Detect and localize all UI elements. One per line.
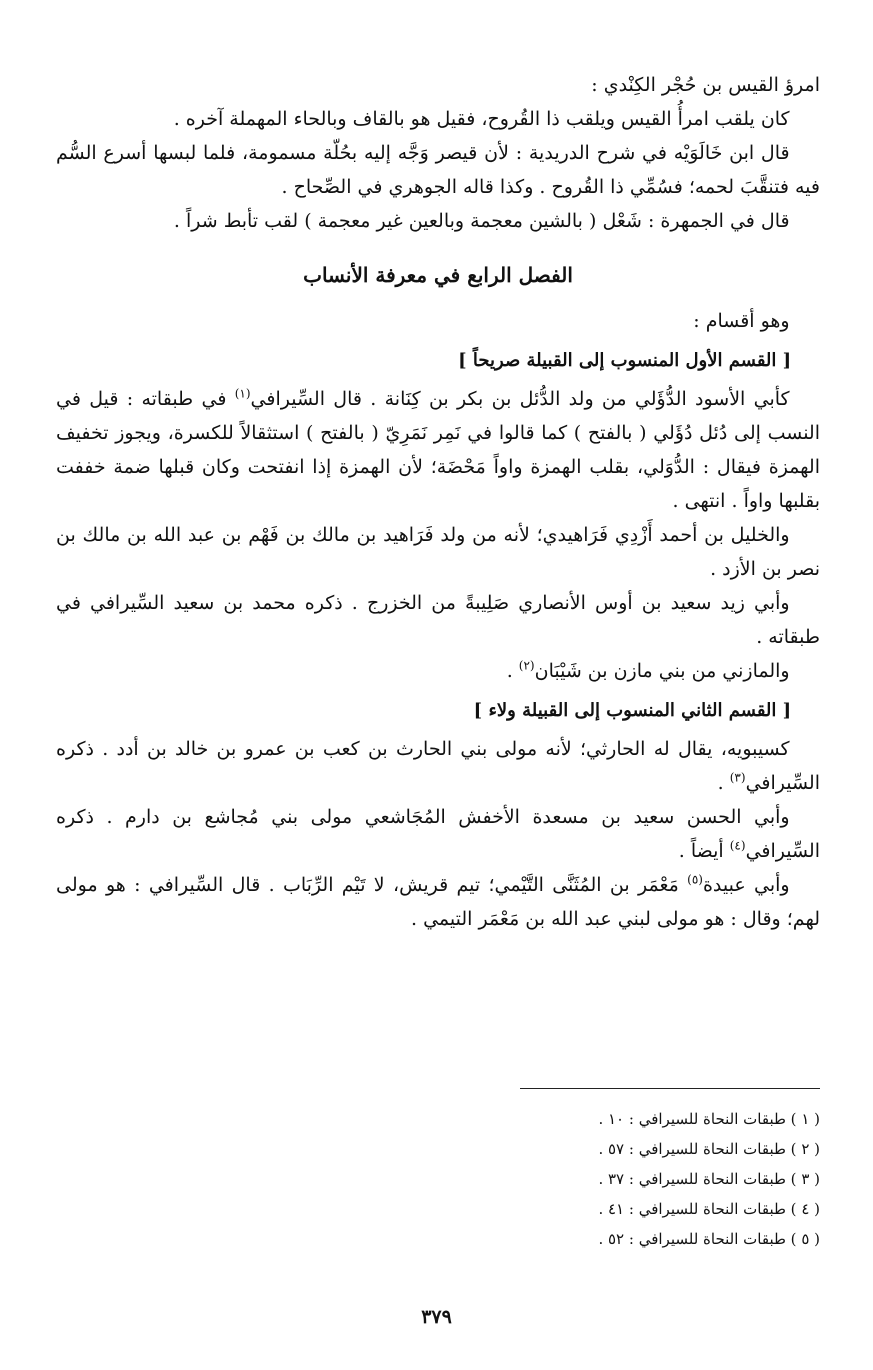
text-run: وأبي الحسن سعيد بن مسعدة الأخفش المُجَاشعي مولى بني مُجاشع بن دارم . ذكره السِّيرافي — [56, 806, 820, 862]
footnote: ( ٥ ) طبقات النحاة للسيرافي : ٥٢ . — [598, 1230, 820, 1248]
footnote: ( ٤ ) طبقات النحاة للسيرافي : ٤١ . — [598, 1200, 820, 1218]
text-run: كسيبويه، يقال له الحارثي؛ لأنه مولى بني الحارث بن كعب بن عمرو بن خالد بن أدد . ذكره السِّيرافي — [56, 738, 820, 794]
paragraph — [56, 382, 820, 518]
section-title: [ القسم الثاني المنسوب إلى القبيلة ولاء ] — [473, 700, 792, 721]
paragraph — [56, 800, 820, 868]
paragraph — [56, 654, 820, 688]
intro-line: وهو أقسام : — [693, 310, 790, 332]
text-run: وأبي عبيدة — [702, 874, 790, 896]
footnote-reference[interactable]: (٥) — [687, 872, 703, 887]
footnote-reference[interactable]: (٣) — [729, 770, 746, 785]
paragraph — [56, 868, 820, 936]
text-run: . — [717, 772, 730, 794]
paragraph — [56, 732, 820, 800]
footnote-reference[interactable]: (٤) — [729, 838, 746, 853]
section-title: [ القسم الأول المنسوب إلى القبيلة صريحاً ] — [458, 350, 792, 371]
paragraph: قال في الجمهرة : شَعْل ( بالشين معجمة وبالعين غير معجمة ) لقب تأبط شراً . — [173, 210, 790, 232]
footnote: ( ١ ) طبقات النحاة للسيرافي : ١٠ . — [598, 1110, 820, 1128]
text-run: والمازني من بني مازن بن شَيْبَان — [534, 660, 790, 682]
text-run: أيضاً . — [678, 840, 730, 862]
page-number: ٣٧٩ — [421, 1306, 452, 1328]
paragraph: قال ابن خَالَوَيْه في شرح الدريدية : لأن قيصر وَجَّه إليه بحُلّة مسمومة، فلما لبسها أسرع السُّم فيه فتنقَّبَ لحمه؛ فسُمِّي ذا القُروح . وكذا قاله الجوهري في الصِّحاح . — [56, 142, 820, 198]
text-run: مَعْمَر بن المُثَنَّى التَّيْمي؛ تيم قريش، لا تَيْم الرِّبَاب . قال السِّيرافي : هو مولى لهم؛ وقال : هو مولى لبني عبد الله بن مَعْمَر التيمي . — [56, 874, 820, 930]
text-run: . — [506, 660, 519, 682]
footnote-separator — [520, 1088, 820, 1089]
footnotes — [400, 1104, 820, 1254]
entry-heading: امرؤ القيس بن حُجْر الكِنْدي : — [591, 74, 820, 96]
footnote: ( ٣ ) طبقات النحاة للسيرافي : ٣٧ . — [598, 1170, 820, 1188]
main-text — [56, 68, 820, 936]
paragraph: وأبي زيد سعيد بن أوس الأنصاري صَلِيبةً من الخزرج . ذكره محمد بن سعيد السِّيرافي في طبقاته . — [56, 592, 820, 648]
footnote-reference[interactable]: (٢) — [518, 658, 535, 673]
chapter-title: الفصل الرابع في معرفة الأنساب — [303, 263, 573, 287]
text-run: كأبي الأسود الدُّؤَلي من ولد الدُّئل بن بكر بن كِنَانة . قال السِّيرافي — [250, 388, 790, 410]
paragraph: كان يلقب امرأُ القيس ويلقب ذا القُروح، فقيل هو بالقاف وبالحاء المهملة آخره . — [173, 108, 790, 130]
footnote-reference[interactable]: (١) — [234, 386, 251, 401]
paragraph: والخليل بن أحمد أَزْدِي فَرَاهيدي؛ لأنه من ولد فَرَاهيد بن مالك بن فَهْم بن عبد الله بن مالك بن نصر بن الأزد . — [56, 524, 820, 580]
footnote: ( ٢ ) طبقات النحاة للسيرافي : ٥٧ . — [598, 1140, 820, 1158]
text-run: في طبقاته : قيل في النسب إلى دُئل دُؤَلي ( بالفتح ) كما قالوا في نَمِر نَمَرِيّ ( بالفتح ) استثقالاً للكسرة، ويجوز تخفيف الهمزة فيقال : الدُّوَلي، بقلب الهمزة واواً مَحْضَة؛ لأن الهمزة إذا انفتحت وكان قبلها ضمة خففت بقلبها واواً . انتهى . — [56, 388, 820, 512]
